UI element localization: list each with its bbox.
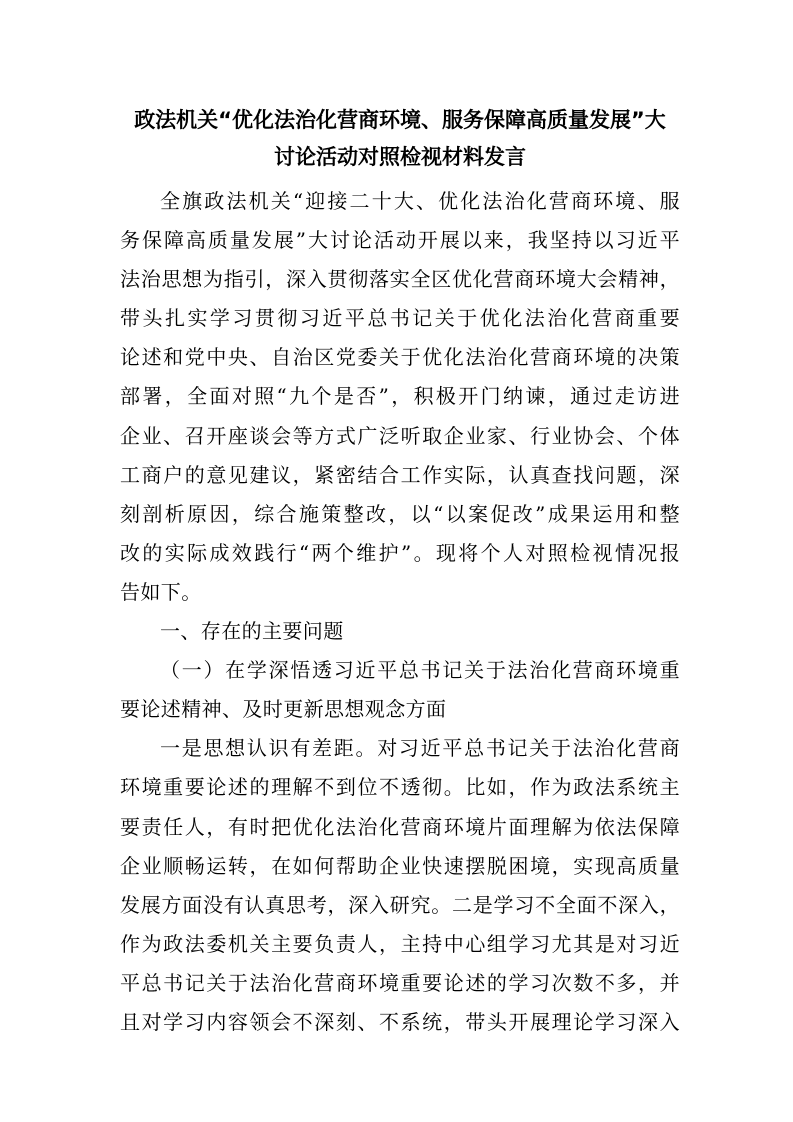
paragraph-line: 刻剖析原因，综合施策整改，以“以案促改”成果运用和整 [120,501,680,526]
subsection-heading-line: （一）在学深悟透习近平总书记关于法治化营商环境重 [160,658,680,683]
paragraph-line: 务保障高质量发展”大讨论活动开展以来，我坚持以习近平 [120,228,680,253]
paragraph-line: 部署，全面对照“九个是否”，积极开门纳谏，通过走访进 [120,384,680,409]
paragraph-line: 企业顺畅运转，在如何帮助企业快速摆脱困境，实现高质量 [120,853,680,878]
paragraph-line: 全旗政法机关“迎接二十大、优化法治化营商环境、服 [160,189,680,213]
document-title-line-2: 讨论活动对照检视材料发言 [274,145,526,169]
paragraph-line: 环境重要论述的理解不到位不透彻。比如，作为政法系统主 [120,775,680,800]
paragraph-line: 企业、召开座谈会等方式广泛听取企业家、行业协会、个体 [120,423,680,448]
paragraph-line: 发展方面没有认真思考，深入研究。二是学习不全面不深入， [120,892,680,917]
document-title-line-1: 政法机关“优化法治化营商环境、服务保障高质量发展”大 [134,108,666,132]
paragraph-line: 平总书记关于法治化营商环境重要论述的学习次数不多，并 [120,970,680,995]
paragraph-line: 带头扎实学习贯彻习近平总书记关于优化法治化营商重要 [120,306,680,331]
paragraph-line: 且对学习内容领会不深刻、不系统，带头开展理论学习深入 [120,1009,680,1034]
paragraph-line: 作为政法委机关主要负责人，主持中心组学习尤其是对习近 [120,931,680,956]
paragraph-line: 工商户的意见建议，紧密结合工作实际，认真查找问题，深 [120,462,680,487]
paragraph-line: 法治思想为指引，深入贯彻落实全区优化营商环境大会精神， [120,267,680,292]
document-body [120,182,680,1042]
paragraph-line: 要责任人，有时把优化法治化营商环境片面理解为依法保障 [120,814,680,839]
paragraph-line: 告如下。 [120,579,202,604]
section-heading: 一、存在的主要问题 [160,619,344,644]
paragraph-line: 一是思想认识有差距。对习近平总书记关于法治化营商 [160,736,680,761]
subsection-heading-line: 要论述精神、及时更新思想观念方面 [120,697,447,722]
paragraph-line: 论述和党中央、自治区党委关于优化法治化营商环境的决策 [120,345,680,370]
paragraph-line: 改的实际成效践行“两个维护”。现将个人对照检视情况报 [120,540,680,565]
